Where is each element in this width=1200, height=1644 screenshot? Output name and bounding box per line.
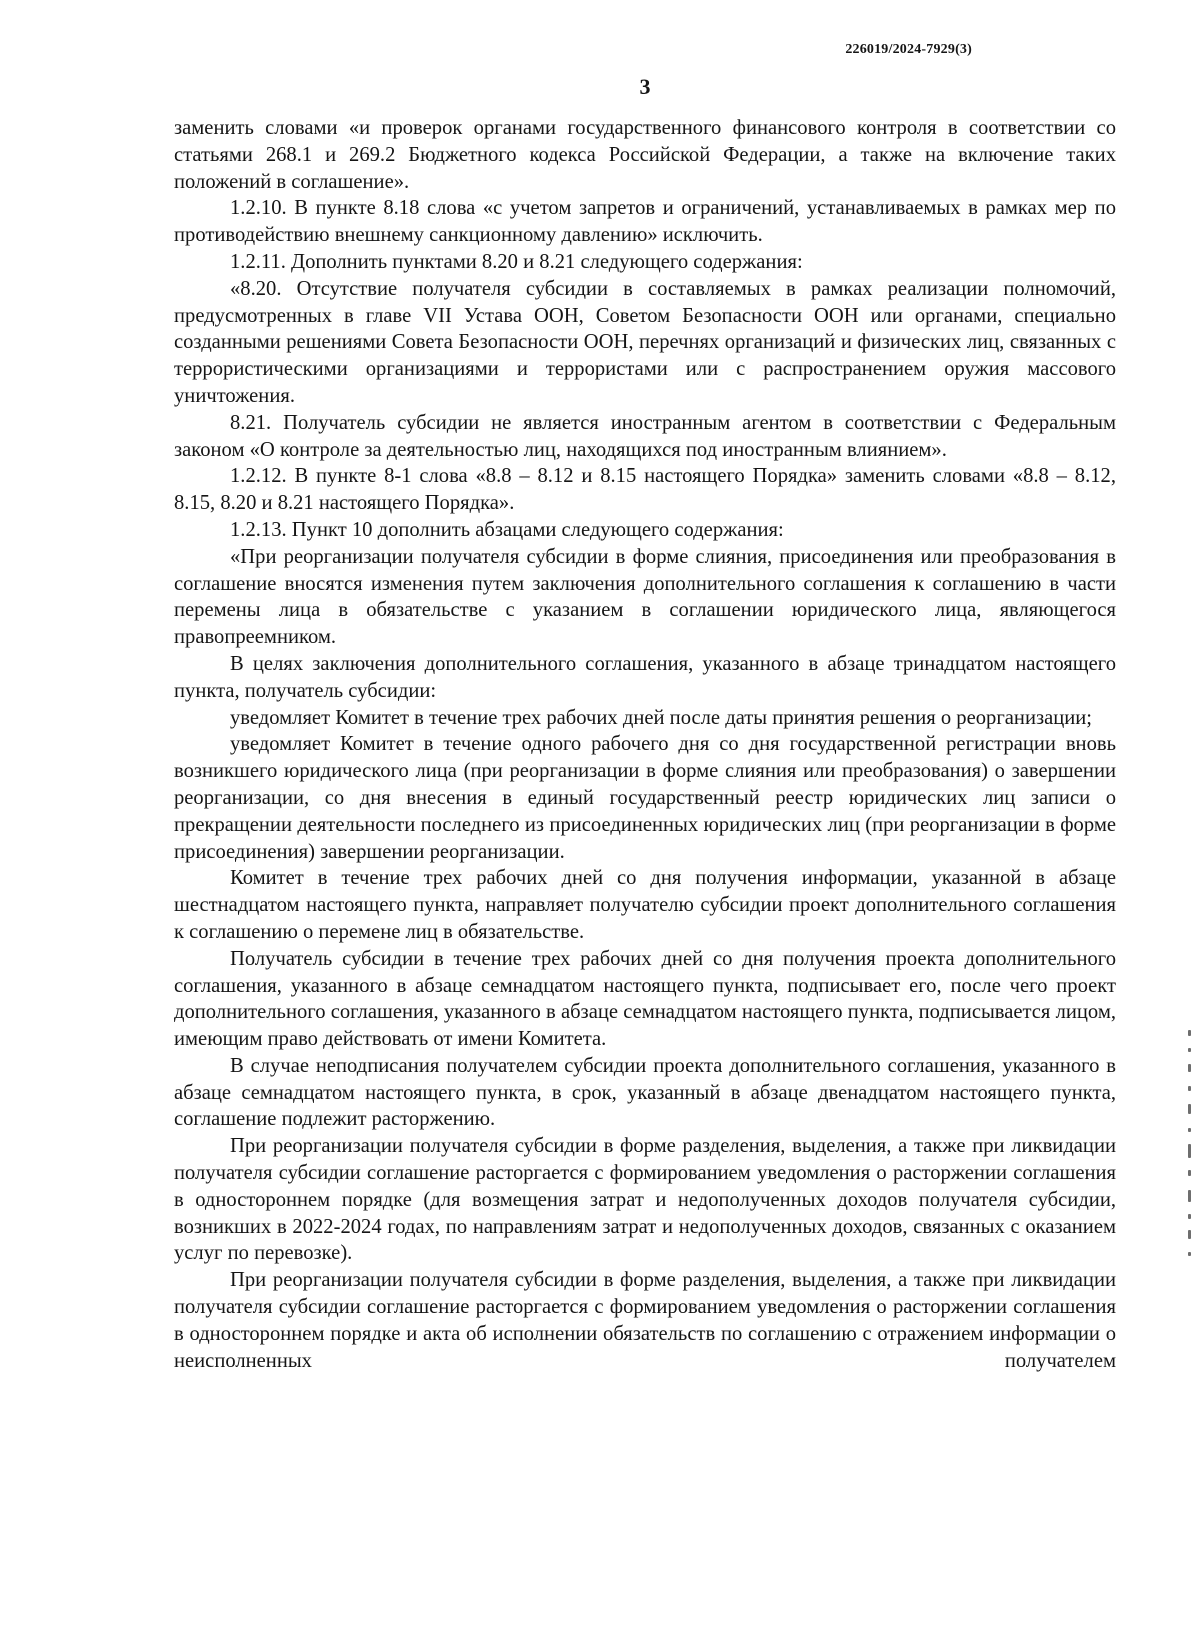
paragraph-continuation: заменить словами «и проверок органами государственного финансового контроля в соответствии со статьями 268.1 и 269.2 Бюджетного кодекса Российской Федерации, а также на включение таких положений в соглашение». (174, 117, 1116, 193)
paragraph-clause-1-2-12: 1.2.12. В пункте 8-1 слова «8.8 – 8.12 и 8.15 настоящего Порядка» заменить словами «8.8 – 8.12, 8.15, 8.20 и 8.21 настоящего Порядка». (174, 465, 1116, 515)
paragraph-notify-registration: уведомляет Комитет в течение одного рабочего дня со дня государственной регистрации вновь возникшего юридического лица (при реорганизации в форме слияния или преобразования) о завершении реорганизации, со дня внесения в единый государственный реестр юридических лиц записи о прекращении деятельности последнего из присоединенных юридических лиц (при реорганизации в форме присоединения) завершении реорганизации. (174, 733, 1116, 863)
paragraph-item-8-20: «8.20. Отсутствие получателя субсидии в составляемых в рамках реализации полномочий, предусмотренных в главе VII Устава ООН, Советом Безопасности ООН или органами, специально созданными решениями Совета Безопасности ООН, перечнях организаций и физических лиц, связанных с террористическими организациями и террористами или с распространением оружия массового уничтожения. (174, 277, 1116, 407)
paragraph-recipient-signs: Получатель субсидии в течение трех рабочих дней со дня получения проекта дополнительного соглашения, указанного в абзаце семнадцатом настоящего пункта, подписывает его, после чего проект дополнительного соглашения, указанного в абзаце семнадцатом настоящего пункта, подписывается лицом, имеющим право действовать от имени Комитета. (174, 947, 1116, 1051)
paragraph-committee-draft: Комитет в течение трех рабочих дней со дня получения информации, указанной в абзаце шестнадцатом настоящего пункта, направляет получателю субсидии проект дополнительного соглашения к соглашению о перемене лиц в обязательстве. (174, 867, 1116, 943)
page-number: 3 (639, 74, 651, 99)
paragraph-clause-1-2-10: 1.2.10. В пункте 8.18 слова «с учетом запретов и ограничений, устанавливаемых в рамках мер по противодействию внешнему санкционному давлению» исключить. (174, 197, 1116, 247)
paragraph-reorganization-merger: «При реорганизации получателя субсидии в форме слияния, присоединения или преобразования в соглашение вносятся изменения путем заключения дополнительного соглашения к соглашению в части перемены лица в обязательстве с указанием в соглашении юридического лица, являющегося правопреемником. (174, 545, 1116, 649)
paragraph-separation-liquidation-2: При реорганизации получателя субсидии в форме разделения, выделения, а также при ликвидации получателя субсидии соглашение расторгается с формированием уведомления о расторжении соглашения в одностороннем порядке и акта об исполнении обязательств по соглашению с отражением информации о неисполненных получателем (174, 1269, 1116, 1372)
scan-margin-marks (1186, 1030, 1194, 1270)
paragraph-non-signing: В случае неподписания получателем субсидии проекта дополнительного соглашения, указанного в абзаце семнадцатом настоящего пункта, в срок, указанный в абзаце двенадцатом настоящего пункта, соглашение подлежит расторжению. (174, 1054, 1116, 1131)
document-body (174, 115, 1116, 1374)
paragraph-item-8-21: 8.21. Получатель субсидии не является иностранным агентом в соответствии с Федеральным законом «О контроле за деятельностью лиц, находящихся под иностранным влиянием». (174, 411, 1116, 461)
document-registration-number: 226019/2024-7929(3) (845, 42, 972, 57)
paragraph-clause-1-2-11: 1.2.11. Дополнить пунктами 8.20 и 8.21 следующего содержания: (230, 250, 803, 273)
paragraph-clause-1-2-13: 1.2.13. Пункт 10 дополнить абзацами следующего содержания: (230, 518, 784, 541)
paragraph-supplementary-agreement: В целях заключения дополнительного соглашения, указанного в абзаце тринадцатом настоящего пункта, получатель субсидии: (174, 652, 1116, 702)
paragraph-notify-decision: уведомляет Комитет в течение трех рабочих дней после даты принятия решения о реорганизации; (230, 706, 1093, 729)
paragraph-separation-liquidation-1: При реорганизации получателя субсидии в форме разделения, выделения, а также при ликвидации получателя субсидии соглашение расторгается с формированием уведомления о расторжении соглашения в одностороннем порядке (для возмещения затрат и недополученных доходов получателя субсидии, возникших в 2022-2024 годах, по направлениям затрат и недополученных доходов, связанных с оказанием услуг по перевозке). (174, 1135, 1116, 1265)
